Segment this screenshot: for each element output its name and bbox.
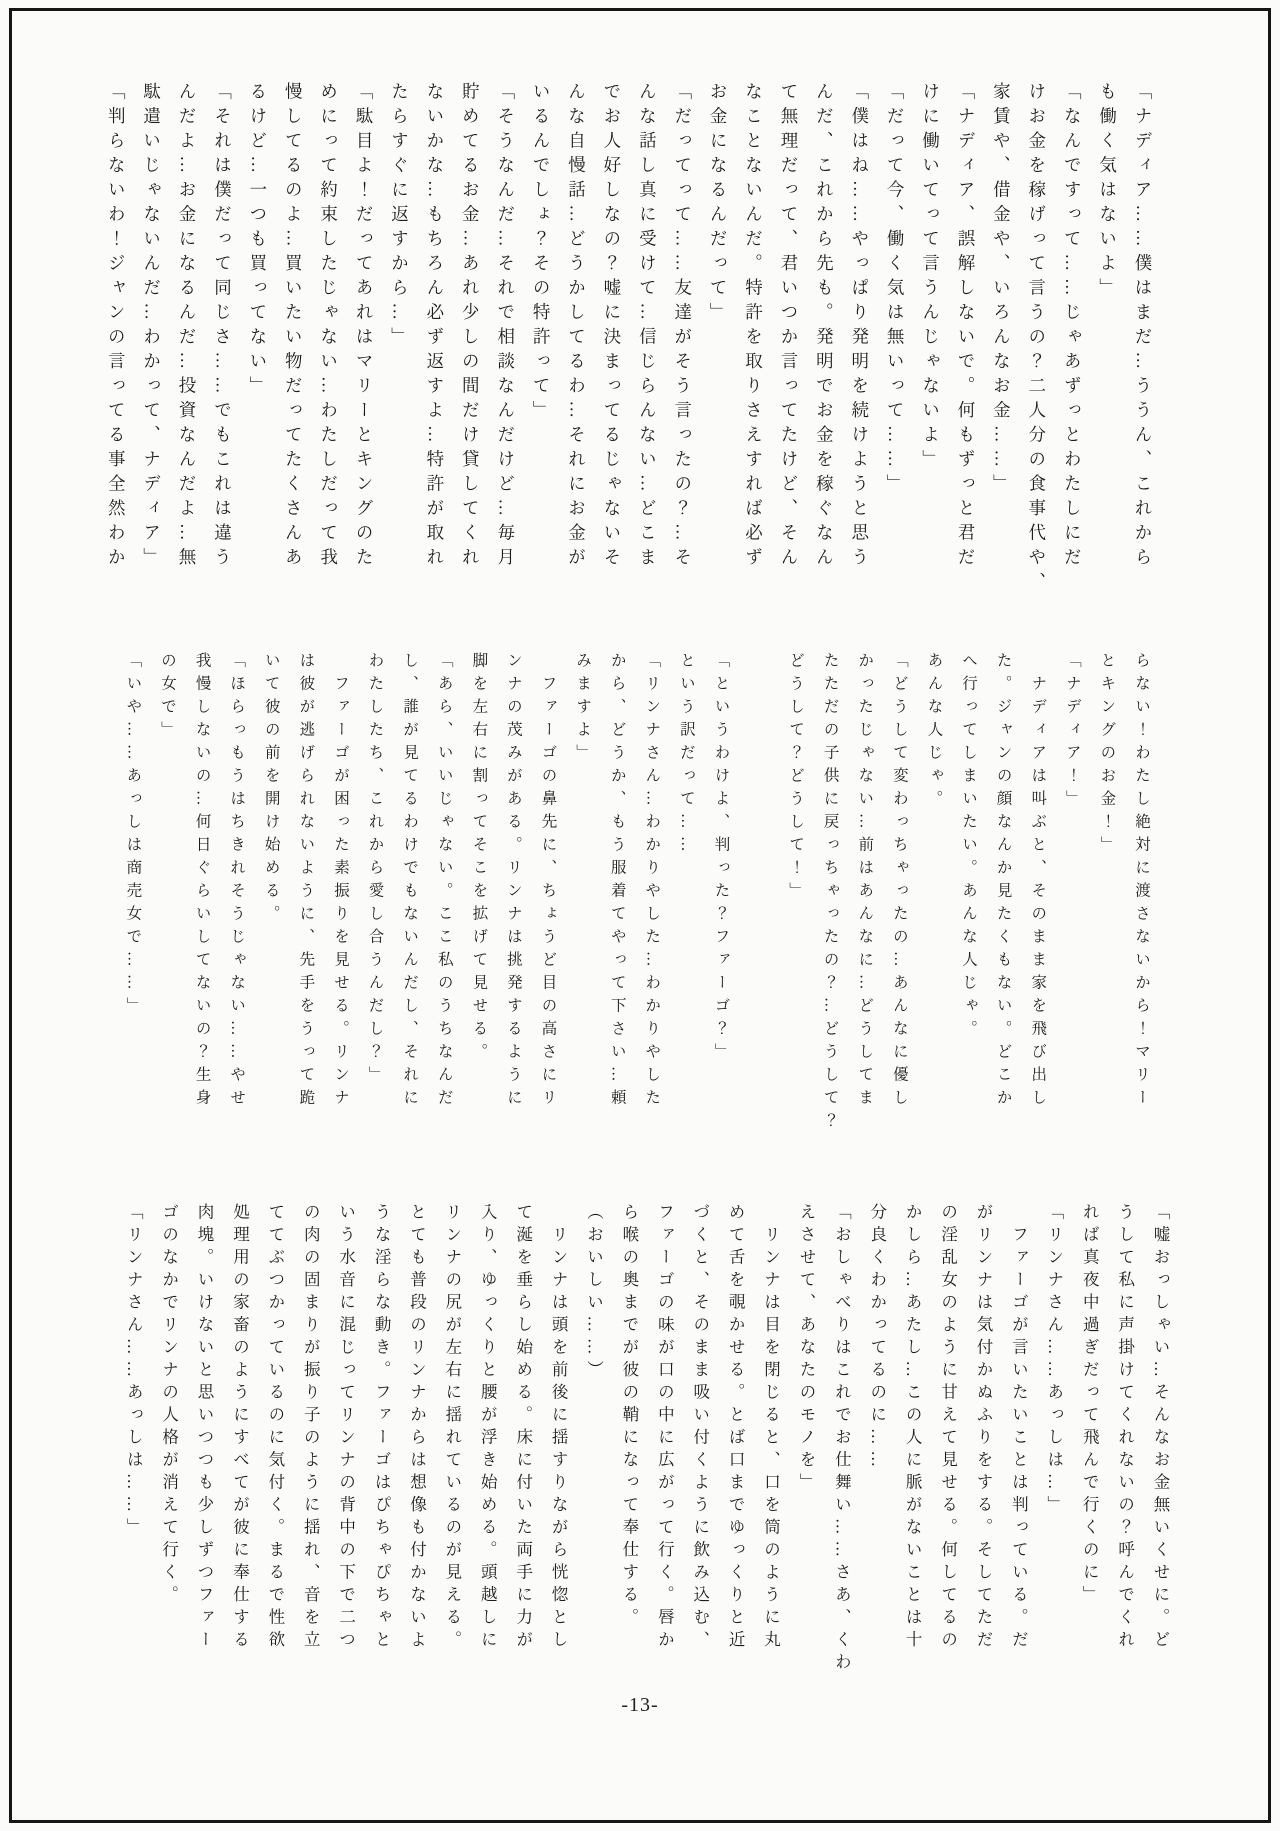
text-line: リンナは目を閉じると、口を筒のように丸 [761, 1203, 781, 1653]
text-line: ファーゴの鼻先に、ちょうど目の高さにリ [539, 652, 557, 1112]
text-line: お金になるんだって」 [708, 82, 729, 327]
text-line: 入り、ゆっくりと腰が浮き始める。頭越しに [478, 1203, 498, 1653]
text-line: 「僕はね……やっぱり発明を続けようと思う [849, 82, 870, 572]
text-line: あんな人じゃ。 [925, 652, 943, 813]
text-line: 駄遣いじゃないんだ…わかって、ナディア」 [141, 82, 162, 572]
text-line: 「判らないわ！ジャンの言ってる事全然わか [106, 82, 127, 572]
text-line: の肉の固まりが振り子のように揺れ、音を立 [301, 1203, 321, 1653]
text-line [737, 652, 777, 1152]
text-line: かしら…あたし…この人に脈がないことは十 [903, 1203, 923, 1653]
page-number: -13- [621, 1694, 659, 1716]
text-line: て無理だって、君いつか言ってたけど、そん [778, 82, 799, 572]
text-line: づくと、そのまま吸い付くように飲み込む、 [690, 1203, 710, 1653]
text-line: いて彼の前を開け始める。 [262, 652, 280, 928]
text-block-middle [115, 652, 1158, 1152]
text-line: みますよ」 [574, 652, 592, 767]
text-line: 「ほらっもうはちきれそうじゃない……やせ [228, 652, 246, 1112]
text-line: 「だってって……友達がそう言ったの？…そ [672, 82, 693, 572]
text-line: うして私に声掛けてくれないの？呼んでくれ [1115, 1203, 1135, 1653]
text-line: は彼が逃げられないように、先手をうって跪 [297, 652, 315, 1112]
text-line: えさせて、あなたのモノを」 [796, 1203, 816, 1496]
text-line: 「おしゃべりはこれでお仕舞い……さあ、くわ [832, 1203, 852, 1676]
text-line: 「嘘おっしゃい…そんなお金無いくせに。ど [1151, 1203, 1170, 1653]
text-line: ててぶつかっているのに気付く。まるで性欲 [265, 1203, 285, 1653]
text-line: けに働いてって言うんじゃないよ」 [920, 82, 941, 474]
text-line: んだよ…お金になるんだ…投資なんだよ…無 [177, 82, 198, 572]
text-line: うな淫らな動き。ファーゴはぴちゃぴちゃと [372, 1203, 392, 1653]
text-line: 慢してるのよ…買いたい物だってたくさんあ [283, 82, 304, 572]
text-line: ゴのなかでリンナの人格が消えて行く。 [159, 1203, 179, 1608]
text-line: んだ、これから先も。発明でお金を稼ぐなん [814, 82, 835, 572]
text-line: 処理用の家畜のようにすべてが彼に奉仕する [230, 1203, 250, 1653]
text-line: がリンナは気付かぬふりをする。そしてただ [973, 1203, 993, 1653]
text-line: リンナは頭を前後に揺すりながら恍惚とし [549, 1203, 569, 1653]
text-line: けお金を稼げって言うの？二人分の食事代や、 [1026, 82, 1047, 597]
text-line: ファーゴの味が口の中に広がって行く。唇か [655, 1203, 675, 1653]
text-line: という訳だって…… [677, 652, 695, 859]
text-line: とキングのお金！」 [1098, 652, 1116, 859]
text-line: たらすぐに返すから…」 [389, 82, 410, 352]
text-line: た。ジャンの顔なんか見たくもない。どこか [994, 652, 1012, 1112]
text-line: めにって約束したじゃない…わたしだって我 [318, 82, 339, 572]
text-line: でお人好しなの？嘘に決まってるじゃないそ [601, 82, 622, 572]
text-line: て涎を垂らし始める。床に付いた両手に力が [513, 1203, 533, 1653]
text-block-bottom [116, 1203, 1178, 1685]
text-line: んな話し真に受けて…信じらんない…どこま [637, 82, 658, 572]
text-line: 我慢しないの…何日ぐらいしてないの？生身 [193, 652, 211, 1112]
text-line: ないかな…もちろん必ず返すよ…特許が取れ [424, 82, 445, 572]
text-line: ファーゴが言いたいことは判っている。だ [1009, 1203, 1029, 1653]
text-line: ナディアは叫ぶと、そのまま家を飛び出し [1029, 652, 1047, 1112]
text-line: んな自慢話…どうかしてるわ…それにお金が [566, 82, 587, 572]
text-line: るけど…一つも買ってない」 [247, 82, 268, 401]
text-line: 「ナディア！」 [1063, 652, 1081, 813]
text-line: から、どうか、もう服着てやって下さい…頼 [608, 652, 626, 1112]
text-line: し、誰が見てるわけでもないんだし、それに [401, 652, 419, 1112]
text-line: 「駄目よ！だってあれはマリーとキングのた [354, 82, 375, 572]
text-line: ら喉の奥までが彼の鞘になって奉仕する。 [619, 1203, 639, 1631]
text-line: 「リンナさん…わかりやした…わかりやした [643, 652, 661, 1112]
text-line: ンナの茂みがある。リンナは挑発するように [504, 652, 522, 1112]
text-line: どうして？どうして！」 [787, 652, 805, 905]
text-line: の淫乱女のように甘えて見せる。何してるの [938, 1203, 958, 1653]
text-line: 「あら、いいじゃない。ここ私のうちなんだ [435, 652, 453, 1112]
text-line: （おいしい……） [584, 1203, 604, 1383]
text-line: 家賃や、借金や、いろんなお金……」 [991, 82, 1012, 499]
text-line: かったじゃない…前はあんなに…どうしてま [856, 652, 874, 1112]
text-line: 「それは僕だって同じさ……でもこれは違う [212, 82, 233, 572]
text-line: いう水音に混じってリンナの背中の下で二つ [336, 1203, 356, 1653]
text-line: 「ナディア、誤解しないで。何もずっと君だ [955, 82, 976, 572]
text-line: たただの子供に戻っちゃったの？…どうして？ [821, 652, 839, 1135]
text-line: 「というわけよ、判った？ファーゴ？」 [712, 652, 730, 1066]
text-line: 「だって今、働く気は無いって……」 [885, 82, 906, 499]
text-line: 貯めてるお金…あれ少しの間だけ貸してくれ [460, 82, 481, 572]
text-line: も働く気はないよ」 [1097, 82, 1118, 303]
text-line: 「いや……あっしは商売女で……」 [124, 652, 142, 1020]
text-line: リンナの尻が左右に揺れているのが見える。 [442, 1203, 462, 1653]
text-line: らない！わたし絶対に渡さないから！マリー [1133, 652, 1150, 1112]
text-line: 「リンナさん……あっしは……」 [124, 1203, 144, 1541]
text-line: へ行ってしまいたい。あんな人じゃ。 [960, 652, 978, 1043]
text-line: 「なんですって……じゃあずっとわたしにだ [1062, 82, 1083, 572]
text-line: 「そうなんだ…それで相談なんだけど…毎月 [495, 82, 516, 572]
text-line: 分良くわかってるのに…… [867, 1203, 887, 1473]
text-line: の女で」 [158, 652, 176, 744]
text-line: わたしたち、これから愛し合うんだし？」 [366, 652, 384, 1089]
text-line: ファーゴが困った素振りを見せる。リンナ [331, 652, 349, 1112]
text-line: 脚を左右に割ってそこを拡げて見せる。 [470, 652, 488, 1066]
text-block-top [98, 82, 1160, 616]
text-line: いるんでしょ？その特許って」 [531, 82, 552, 425]
text-line: 「どうして変わっちゃったの…あんなに優し [890, 652, 908, 1112]
text-line: なことないんだ。特許を取りさえすれば必ず [743, 82, 764, 572]
text-line: 肉塊。いけないと思いつつも少しずつファー [195, 1203, 215, 1653]
text-line: れば真夜中過ぎだって飛んで行くのに」 [1080, 1203, 1100, 1608]
text-line: 「リンナさん……あっしは…」 [1044, 1203, 1064, 1518]
text-line: とても普段のリンナからは想像も付かないよ [407, 1203, 427, 1653]
text-line: 「ナディア……僕はまだ…ううん、これから [1133, 82, 1153, 572]
text-line: めて舌を覗かせる。とば口までゆっくりと近 [726, 1203, 746, 1653]
